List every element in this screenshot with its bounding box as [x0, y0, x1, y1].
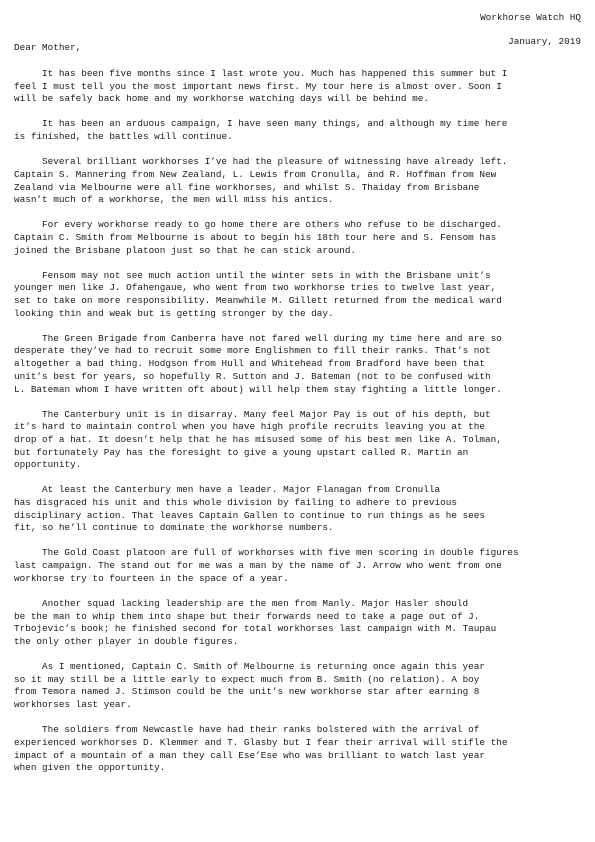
paragraph: It has been an arduous campaign, I have seen many things, and although my time here is finished, the battles will continue. [14, 118, 508, 143]
paragraph: The soldiers from Newcastle have had their ranks bolstered with the arrival of experienced workhorses D. Klemmer and T. Glasby but I fear their arrival will stifle the impact of a mountain of a man they call Ese’Ese who was brilliant to watch last year when given the opportunity. [14, 724, 508, 774]
paragraph: At least the Canterbury men have a leader. Major Flanagan from Cronulla has disgraced his unit and this whole division by failing to adhere to previous disciplinary action. That leaves Captain Gallen to continue to run things as he sees fit, so he’ll continue to dominate the workhorse numbers. [14, 484, 486, 534]
paragraph: Fensom may not see much action until the winter sets in with the Brisbane unit’s younger men like J. Ofahengaue, who went from two workhorse tries to twelve last year, set to take on more responsibility. Meanwhile M. Gillett returned from the medical ward looking thin and weak but is getting stronger by the day. [14, 269, 502, 319]
paragraph: Several brilliant workhorses I’ve had the pleasure of witnessing have already left. Captain S. Mannering from New Zealand, L. Lewis from Cronulla, and R. Hoffman from New Zealand via Melbourne were all fine workhorses, and whilst S. Thaiday from Brisbane wasn’t much of a workhorse, the men will miss his antics. [14, 156, 508, 206]
paragraph: As I mentioned, Captain C. Smith of Melbourne is returning once again this year so it may still be a little early to expect much from B. Smith (no relation). A boy from Temora named J. Stimson could be the unit’s new workhorse star after earning 8 workhorses last year. [14, 660, 485, 711]
letter-header: Workhorse Watch HQ [480, 12, 581, 23]
paragraph: The Canterbury unit is in disarray. Many feel Major Pay is out of his depth, but it’s hard to maintain control when you have high profile recruits leaving you at the drop of a hat. It doesn’t help that he has misused some of his best men like A. Tolman, but fortunately Pay has the foresight to give a young upstart called R. Martin an opportunity. [14, 408, 502, 471]
letter-date: January, 2019 [508, 36, 581, 47]
letter-body [14, 68, 581, 787]
paragraph: The Green Brigade from Canberra have not fared well during my time here and are so desperate they’ve had to recruit some more Englishmen to fill their ranks. That’s not altogether a bad thing. Hodgson from Hull and Whitehead from Bradford have been that unit’s best for years, so hopefully R. Sutton and J. Bateman (not to be confused with L. Bateman whom I have written oft about) will help them stay fighting a little longer. [14, 332, 502, 395]
paragraph: It has been five months since I last wrote you. Much has happened this summer but I feel I must tell you the most important news first. My tour here is almost over. Soon I will be safely back home and my workhorse watching days will be behind me. [14, 68, 508, 105]
paragraph: For every workhorse ready to go home there are others who refuse to be discharged. Captain C. Smith from Melbourne is about to begin his 18th tour here and S. Fensom has joined the Brisbane platoon just so that he can stick around. [14, 219, 502, 256]
paragraph: Another squad lacking leadership are the men from Manly. Major Hasler should be the man to whip them into shape but their forwards need to take a page out of J. Trbojevic’s book; he finished second for total workhorses last campaign with M. Taupau the only other player in double figures. [14, 597, 497, 647]
paragraph: The Gold Coast platoon are full of workhorses with five men scoring in double figures last campaign. The stand out for me was a man by the name of J. Arrow who went from one workhorse try to fourteen in the space of a year. [14, 547, 519, 584]
salutation: Dear Mother, [14, 42, 82, 53]
